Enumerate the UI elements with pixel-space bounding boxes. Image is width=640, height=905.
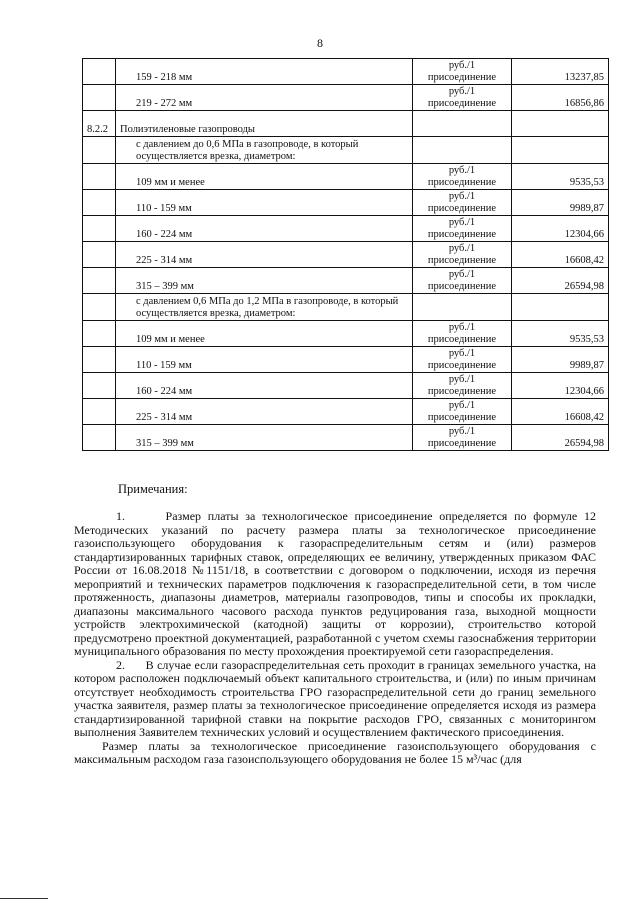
table-row — [83, 347, 609, 373]
table-row — [83, 137, 609, 164]
table-row — [83, 111, 609, 137]
row-name-cell: 219 - 272 мм — [116, 85, 413, 111]
note-paragraph-3: Размер платы за технологическое присоединение газоиспользующего оборудования с максимальным расходом газа газоиспользующего оборудования не более 15 м³/час (для — [74, 738, 596, 766]
row-name-cell: 109 мм и менее — [116, 164, 413, 190]
row-name-cell: 315 – 399 мм — [116, 425, 413, 451]
row-name-cell: 160 - 224 мм — [116, 216, 413, 242]
row-number-cell — [83, 216, 116, 242]
row-unit-cell — [413, 111, 512, 137]
row-number-cell — [83, 164, 116, 190]
row-number-cell — [83, 137, 116, 164]
row-price-cell — [512, 294, 609, 321]
row-unit-cell: руб./1 присоединение — [413, 373, 512, 399]
row-unit-cell: руб./1 присоединение — [413, 190, 512, 216]
notes-body — [74, 510, 596, 767]
row-price-cell: 13237,85 — [512, 59, 609, 85]
table-row — [83, 190, 609, 216]
row-unit-cell: руб./1 присоединение — [413, 399, 512, 425]
table-row — [83, 321, 609, 347]
row-unit-cell: руб./1 присоединение — [413, 242, 512, 268]
table-row — [83, 294, 609, 321]
notes-heading: Примечания: — [118, 482, 188, 496]
row-unit-cell: руб./1 присоединение — [413, 164, 512, 190]
row-name-cell: 110 - 159 мм — [116, 190, 413, 216]
row-unit-cell: руб./1 присоединение — [413, 268, 512, 294]
row-number-cell — [83, 347, 116, 373]
table-row — [83, 268, 609, 294]
row-name-cell: 109 мм и менее — [116, 321, 413, 347]
note-paragraph-1: 1. Размер платы за технологическое присоединение определяется по формуле 12 Методических указаний по расчету размера платы за технологическое присоединение газоиспользующего оборудования к газораспределительным сетям и (или) размеров стандартизированных тарифных ставок, определяющих ее величину, утвержденных приказом ФАС России от 16.08.2018 №1151/18, в соответствии с договором о подключении, исходя из перечня мероприятий и технических параметров подключения к газораспределительной сети, в том числе протяженность, диапазоны диаметров, материалы газопроводов, типы и способы их прокладки, диапазоны максимального часового расхода пунктов редуцирования газа, выходной мощности устройств электрохимической (катодной) защиты от коррозии), строительство которой предусмотрено проектной документацией, разработанной с учетом схемы газоснабжения территории муниципального образования по месту прохождения проектируемой сети газораспределения. — [74, 509, 596, 658]
table-row — [83, 216, 609, 242]
row-number-cell — [83, 399, 116, 425]
row-name-cell: с давлением до 0,6 МПа в газопроводе, в который осуществляется врезка, диаметром: — [116, 137, 413, 164]
row-name-cell: 315 – 399 мм — [116, 268, 413, 294]
table-row — [83, 242, 609, 268]
row-number-cell — [83, 321, 116, 347]
row-price-cell: 9535,53 — [512, 164, 609, 190]
tariff-table — [82, 58, 609, 451]
row-price-cell: 12304,66 — [512, 373, 609, 399]
row-number-cell: 8.2.2 — [83, 111, 116, 137]
row-price-cell: 16608,42 — [512, 399, 609, 425]
row-price-cell: 9989,87 — [512, 190, 609, 216]
row-name-cell: 160 - 224 мм — [116, 373, 413, 399]
tariff-table-body — [83, 59, 609, 451]
row-price-cell: 26594,98 — [512, 425, 609, 451]
footnote-separator — [0, 898, 48, 899]
row-name-cell: с давлением 0,6 МПа до 1,2 МПа в газопроводе, в который осуществляется врезка, диаметром: — [116, 294, 413, 321]
row-price-cell: 9989,87 — [512, 347, 609, 373]
table-row — [83, 59, 609, 85]
row-number-cell — [83, 59, 116, 85]
row-number-cell — [83, 268, 116, 294]
row-number-cell — [83, 85, 116, 111]
table-row — [83, 373, 609, 399]
row-name-cell: Полиэтиленовые газопроводы — [116, 111, 413, 137]
row-name-cell: 110 - 159 мм — [116, 347, 413, 373]
row-unit-cell: руб./1 присоединение — [413, 59, 512, 85]
row-unit-cell: руб./1 присоединение — [413, 216, 512, 242]
row-number-cell — [83, 294, 116, 321]
row-unit-cell: руб./1 присоединение — [413, 85, 512, 111]
row-price-cell — [512, 137, 609, 164]
row-unit-cell: руб./1 присоединение — [413, 347, 512, 373]
row-number-cell — [83, 373, 116, 399]
row-unit-cell: руб./1 присоединение — [413, 321, 512, 347]
row-price-cell — [512, 111, 609, 137]
table-row — [83, 425, 609, 451]
row-number-cell — [83, 190, 116, 216]
row-name-cell: 159 - 218 мм — [116, 59, 413, 85]
row-number-cell — [83, 425, 116, 451]
row-name-cell: 225 - 314 мм — [116, 399, 413, 425]
table-row — [83, 164, 609, 190]
row-price-cell: 9535,53 — [512, 321, 609, 347]
table-row — [83, 85, 609, 111]
row-price-cell: 16608,42 — [512, 242, 609, 268]
row-number-cell — [83, 242, 116, 268]
row-price-cell: 12304,66 — [512, 216, 609, 242]
row-unit-cell: руб./1 присоединение — [413, 425, 512, 451]
row-unit-cell — [413, 137, 512, 164]
row-unit-cell — [413, 294, 512, 321]
table-row — [83, 399, 609, 425]
row-price-cell: 26594,98 — [512, 268, 609, 294]
row-name-cell: 225 - 314 мм — [116, 242, 413, 268]
row-price-cell: 16856,86 — [512, 85, 609, 111]
page-number: 8 — [317, 36, 323, 50]
note-paragraph-2: 2. В случае если газораспределительная сеть проходит в границах земельного участка, на котором расположен подключаемый объект капитального строительства, и (или) по иным причинам отсутствует необходимость строительства ГРО газораспределительной сети до границ земельного участка заявителя, размер платы за технологическое присоединение определяется исходя из размера стандартизированной тарифной ставки на покрытие расходов ГРО, связанных с мониторингом выполнения Заявителем технических условий и осуществлением фактического присоединения. — [74, 657, 596, 739]
